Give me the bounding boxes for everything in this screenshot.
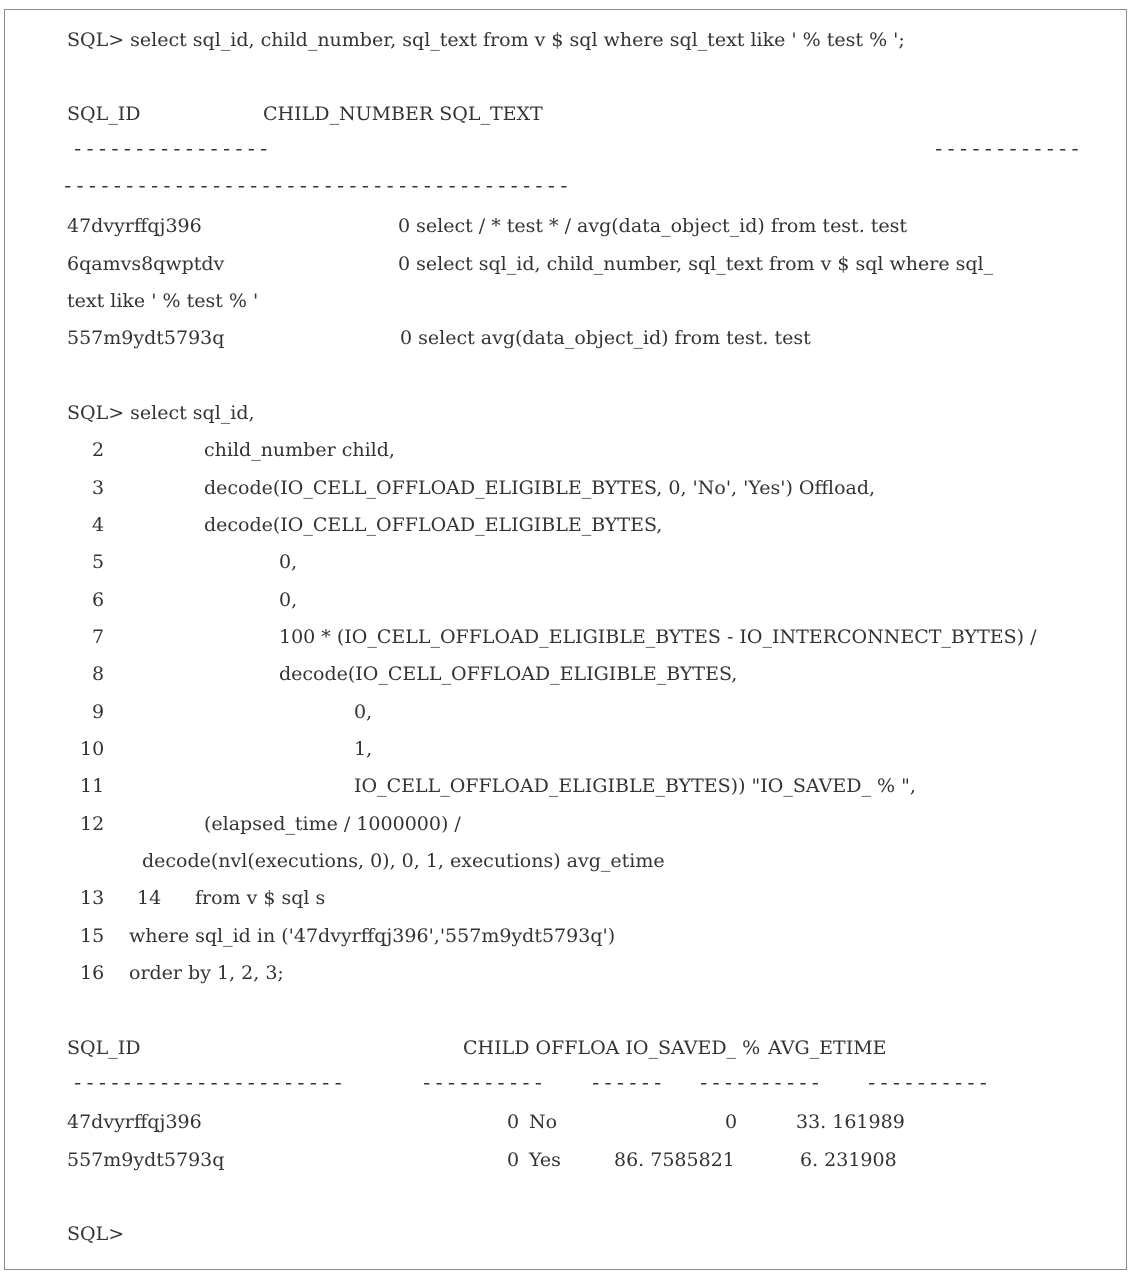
separator-dashes: ----------: [698, 1073, 823, 1095]
sql-line-text: decode(IO_CELL_OFFLOAD_ELIGIBLE_BYTES,: [279, 663, 738, 685]
sql-line-text: 100 * (IO_CELL_OFFLOAD_ELIGIBLE_BYTES - IO_INTERCONNECT_BYTES) /: [279, 626, 1037, 648]
table-cell-avg-etime: 33. 161989: [796, 1111, 905, 1133]
line-number: 10: [80, 738, 105, 760]
table-cell-offload: Yes: [529, 1149, 561, 1171]
line-number: 16: [80, 962, 105, 984]
table-row-sql-id: 557m9ydt5793q: [67, 327, 225, 349]
table-cell-io-saved: 0: [725, 1111, 738, 1133]
sql-line-text: 1,: [354, 738, 373, 760]
sql-line-text: child_number child,: [204, 439, 395, 461]
line-number: 9: [92, 701, 105, 723]
sql-command-text: select sql_id,: [124, 402, 255, 424]
line-number: 13: [80, 887, 105, 909]
line-number: 3: [92, 477, 105, 499]
column-header-child-sqltext: CHILD_NUMBER SQL_TEXT: [263, 103, 543, 125]
line-number: 15: [80, 925, 105, 947]
line-number: 6: [92, 589, 105, 611]
separator-dashes: ----------: [421, 1073, 546, 1095]
sql-line-text: decode(nvl(executions, 0), 0, 1, executions) avg_etime: [142, 850, 665, 872]
table-cell-child: 0: [507, 1111, 520, 1133]
line-number: 11: [80, 775, 105, 797]
sql-line-text: decode(IO_CELL_OFFLOAD_ELIGIBLE_BYTES, 0, 'No', 'Yes') Offload,: [204, 477, 876, 499]
line-number: 8: [92, 663, 105, 685]
sql-line-text: 0,: [354, 701, 373, 723]
column-header-sql-id: SQL_ID: [67, 103, 141, 125]
sql-command-line-2: [67, 401, 255, 425]
sql-prompt: SQL>: [67, 1223, 125, 1245]
table-row-sql-text-wrap: text like ' % test % ': [67, 290, 259, 312]
sql-line-text: from v $ sql s: [195, 887, 326, 909]
table-row-sql-id: 47dvyrffqj396: [67, 1111, 202, 1133]
table-row-sql-text: 0 select sql_id, child_number, sql_text from v $ sql where sql_: [398, 253, 994, 275]
table-row-sql-id: 6qamvs8qwptdv: [67, 253, 225, 275]
sql-line-text: order by 1, 2, 3;: [129, 962, 284, 984]
table-row-sql-text: 0 select / * test * / avg(data_object_id) from test. test: [398, 215, 908, 237]
column-header-child-offload-iosaved: CHILD OFFLOA IO_SAVED_ %: [463, 1037, 761, 1059]
table-cell-offload: No: [529, 1111, 558, 1133]
separator-dashes: ------: [590, 1073, 665, 1095]
line-number: 4: [92, 514, 105, 536]
separator-dashes-left: ----------------: [72, 139, 271, 161]
line-number: 14: [137, 887, 162, 909]
separator-dashes: ----------------------: [72, 1073, 345, 1095]
sql-prompt: SQL>: [67, 29, 125, 51]
column-header-avg-etime: AVG_ETIME: [768, 1037, 887, 1059]
sql-line-text: where sql_id in ('47dvyrffqj396','557m9ydt5793q'): [129, 925, 616, 947]
sql-line-text: (elapsed_time / 1000000) /: [204, 813, 461, 835]
sql-line-text: 0,: [279, 551, 298, 573]
sql-prompt: SQL>: [67, 402, 125, 424]
column-header-sql-id: SQL_ID: [67, 1037, 141, 1059]
table-cell-child: 0: [507, 1149, 520, 1171]
sql-line-text: 0,: [279, 589, 298, 611]
table-row-sql-id: 47dvyrffqj396: [67, 215, 202, 237]
sql-line-text: decode(IO_CELL_OFFLOAD_ELIGIBLE_BYTES,: [204, 514, 663, 536]
table-row-sql-id: 557m9ydt5793q: [67, 1149, 225, 1171]
sql-command-text: select sql_id, child_number, sql_text from v $ sql where sql_text like ' % test % ';: [124, 29, 905, 51]
table-cell-io-saved: 86. 7585821: [614, 1149, 735, 1171]
separator-dashes-wrap: -----------------------------------------: [62, 176, 571, 198]
line-number: 12: [80, 813, 105, 835]
table-cell-avg-etime: 6. 231908: [800, 1149, 897, 1171]
separator-dashes: ----------: [866, 1073, 991, 1095]
table-row-sql-text: 0 select avg(data_object_id) from test. test: [400, 327, 811, 349]
line-number: 2: [92, 439, 105, 461]
line-number: 7: [92, 626, 105, 648]
separator-dashes-right: ------------: [933, 139, 1082, 161]
sql-line-text: IO_CELL_OFFLOAD_ELIGIBLE_BYTES)) "IO_SAVED_ % ",: [354, 775, 916, 797]
sql-command-line-1: [67, 28, 905, 52]
line-number: 5: [92, 551, 105, 573]
